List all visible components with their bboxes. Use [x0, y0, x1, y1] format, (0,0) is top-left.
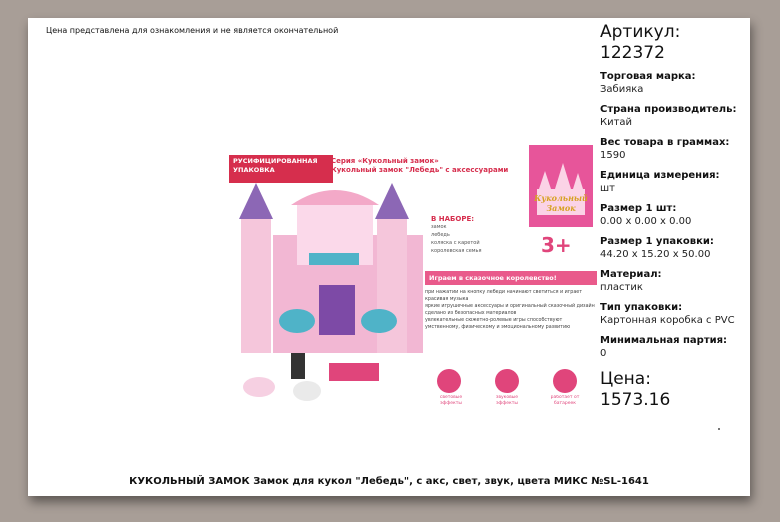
- icon-caption: световые эффекты: [439, 395, 463, 406]
- spec-row: Материал: пластик: [600, 269, 662, 293]
- age-badge: 3+: [541, 233, 572, 257]
- icon-caption: звуковые эффекты: [495, 395, 519, 406]
- feature-item: сделано из безопасных материалов: [425, 311, 517, 316]
- price-block: [600, 369, 748, 411]
- product-caption: КУКОЛЬНЫЙ ЗАМОК Замок для кукол "Лебедь", с акс, свет, звук, цвета МИКС №SL-1641: [129, 476, 649, 487]
- product-image: [211, 135, 613, 419]
- spec-row: Торговая марка: Забияка: [600, 71, 696, 95]
- spec-list: [600, 70, 748, 361]
- set-item: замок: [431, 224, 447, 230]
- feature-item: увлекательные сюжетно-ролевые игры способствуют умственному, физическому и эмоциональному развитию: [425, 318, 571, 330]
- product-sheet: [28, 18, 750, 496]
- set-item: коляска с каретой: [431, 240, 480, 246]
- price-notice: Цена представлена для ознакомления и не является окончательной: [46, 26, 339, 35]
- spec-row: Размер 1 упаковки: 44.20 x 15.20 x 50.00: [600, 236, 714, 260]
- price-label: Цена:: [600, 369, 651, 389]
- spec-row: Размер 1 шт: 0.00 x 0.00 x 0.00: [600, 203, 692, 227]
- play-title: Играем в сказочное королевство!: [429, 274, 557, 282]
- spec-row: Единица измерения: шт: [600, 170, 720, 194]
- spec-row: Страна производитель: Китай: [600, 104, 737, 128]
- spec-row: Минимальная партия: 0: [600, 335, 728, 359]
- light-effects-icon: [437, 369, 461, 393]
- box-series: Серия «Кукольный замок»: [331, 157, 439, 165]
- stray-dot: [718, 428, 720, 430]
- battery-icon: [553, 369, 577, 393]
- price-value: 1573.16: [600, 390, 671, 410]
- box-title: Кукольный замок "Лебедь" с аксессуарами: [331, 166, 509, 174]
- feature-item: яркие игрушечные аксессуары и оригинальный сказочный дизайн: [425, 304, 595, 309]
- set-title: В НАБОРЕ:: [431, 215, 475, 223]
- brand-logo-text: Кукольный Замок: [534, 193, 588, 213]
- set-item: лебедь: [431, 232, 450, 238]
- article-value: 122372: [600, 43, 665, 63]
- spec-row: Тип упаковки: Картонная коробка с PVC: [600, 302, 735, 326]
- article-label: Артикул:: [600, 22, 681, 42]
- set-item: королевская семья: [431, 248, 482, 254]
- icon-caption: работает от батареек: [550, 395, 580, 406]
- spec-panel: [600, 22, 748, 411]
- feature-item: при нажатии на кнопку лебеди начинают светиться и играет красивая музыка: [425, 290, 583, 302]
- sound-effects-icon: [495, 369, 519, 393]
- spec-row: Вес товара в граммах: 1590: [600, 137, 730, 161]
- russified-badge-text: РУСИФИЦИРОВАННАЯ УПАКОВКА: [233, 157, 318, 174]
